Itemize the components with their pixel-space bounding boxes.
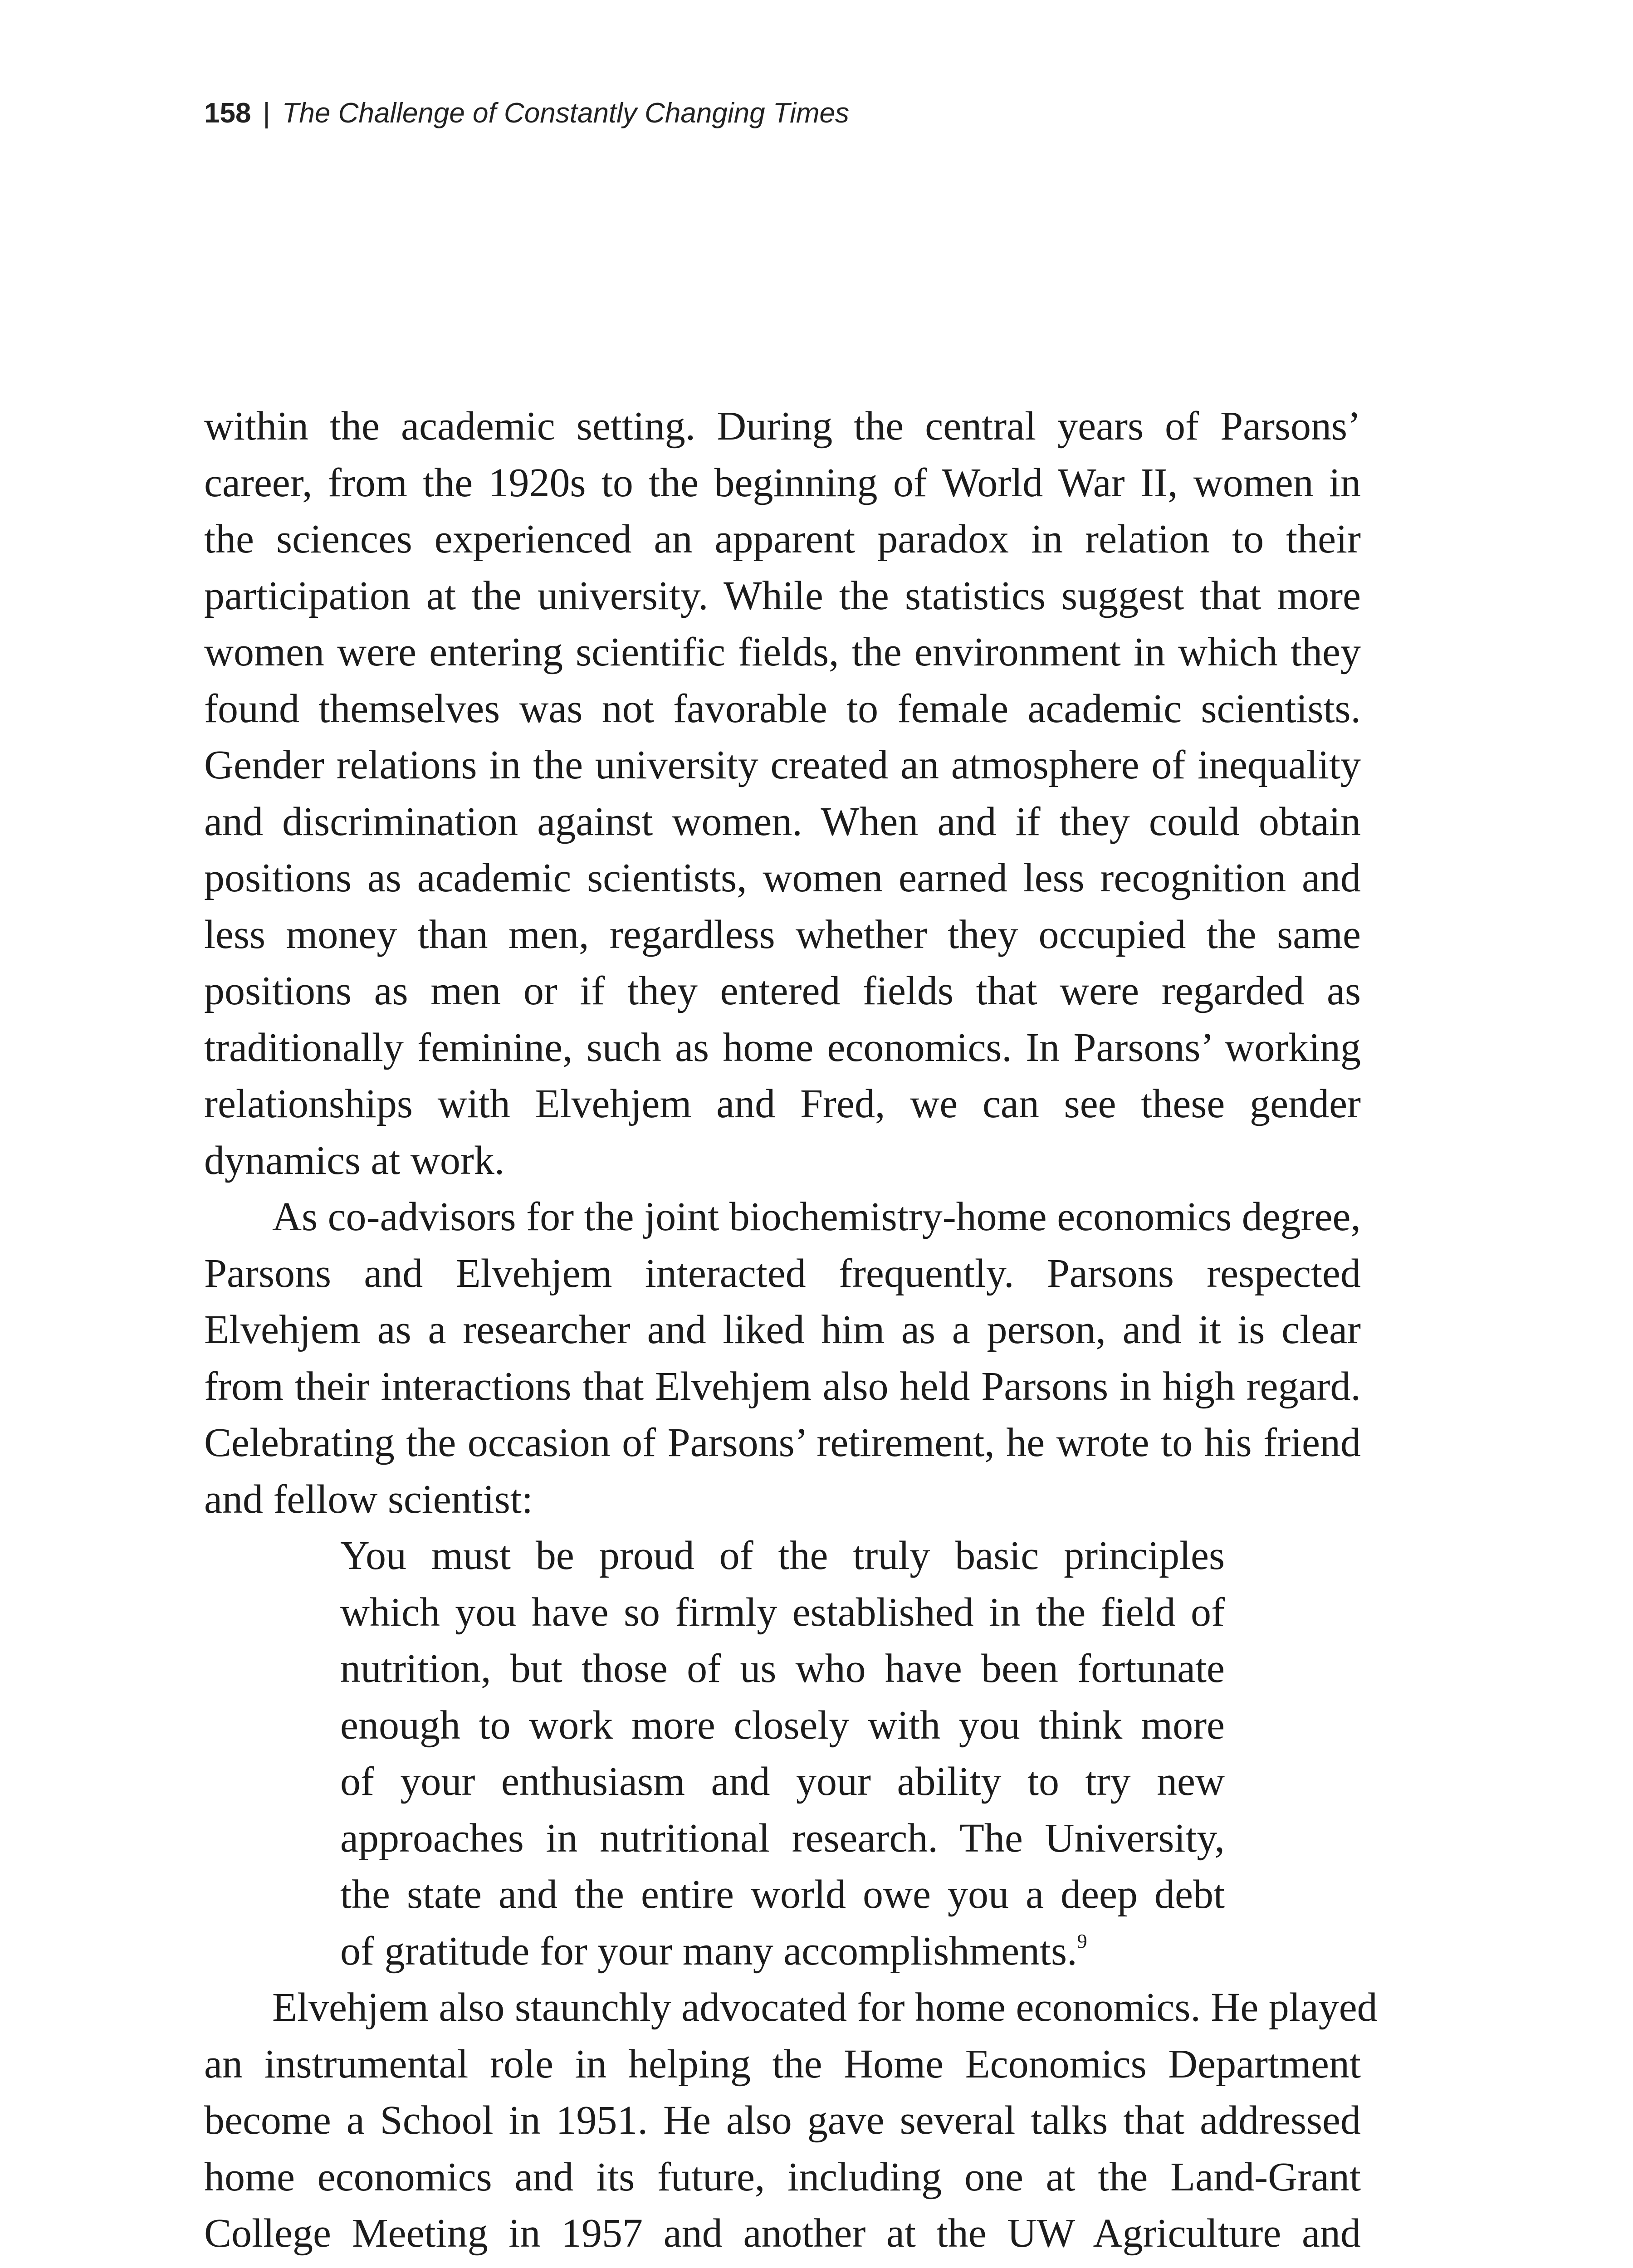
text-line: career, from the 1920s to the beginning of World War II, women in: [204, 460, 1361, 505]
body-text: [204, 398, 1378, 2262]
text-line: Elvehjem also staunchly advocated for home economics. He played: [272, 1985, 1378, 2030]
page-number: 158: [204, 98, 251, 129]
text-line: Elvehjem as a researcher and liked him as a person, and it is clear: [204, 1307, 1361, 1352]
text-line: less money than men, regardless whether they occupied the same: [204, 912, 1361, 957]
quote-text: of gratitude for your many accomplishments.: [340, 1928, 1077, 1974]
paragraph-1: [204, 398, 1361, 1189]
paragraph-2: [204, 1189, 1361, 1528]
text-line: the sciences experienced an apparent paradox in relation to their: [204, 517, 1361, 562]
text-line: relationships with Elvehjem and Fred, we can see these gender: [204, 1081, 1361, 1126]
quote-line: the state and the entire world owe you a deep debt: [340, 1872, 1225, 1917]
quote-line: You must be proud of the truly basic principles: [340, 1533, 1225, 1578]
text-line: an instrumental role in helping the Home Economics Department: [204, 2041, 1361, 2087]
text-line: women were entering scientific fields, the environment in which they: [204, 630, 1361, 675]
text-line: Parsons and Elvehjem interacted frequently. Parsons respected: [204, 1251, 1361, 1296]
quote-line: approaches in nutritional research. The University,: [340, 1815, 1225, 1861]
text-line: positions as academic scientists, women earned less recognition and: [204, 855, 1361, 900]
text-line: within the academic setting. During the central years of Parsons’: [204, 404, 1361, 449]
text-line: participation at the university. While the statistics suggest that more: [204, 573, 1361, 618]
block-quote: [340, 1528, 1225, 1980]
quote-line: which you have so firmly established in the field of: [340, 1589, 1225, 1635]
text-line: As co-advisors for the joint biochemistry-home economics degree,: [272, 1194, 1361, 1239]
text-line: and discrimination against women. When and if they could obtain: [204, 799, 1361, 844]
header-separator: |: [263, 98, 270, 129]
quote-line: nutrition, but those of us who have been fortunate: [340, 1646, 1225, 1691]
running-head: [204, 95, 849, 132]
text-line: found themselves was not favorable to female academic scientists.: [204, 686, 1361, 731]
text-line: from their interactions that Elvehjem also held Parsons in high regard.: [204, 1364, 1361, 1409]
text-line: dynamics at work.: [204, 1138, 505, 1183]
text-line: positions as men or if they entered fields that were regarded as: [204, 968, 1361, 1013]
endnote-reference[interactable]: 9: [1077, 1930, 1087, 1952]
text-line: become a School in 1951. He also gave several talks that addressed: [204, 2098, 1361, 2143]
text-line: Celebrating the occasion of Parsons’ retirement, he wrote to his friend: [204, 1420, 1361, 1465]
quote-line: of your enthusiasm and your ability to try new: [340, 1759, 1225, 1804]
book-title: The Challenge of Constantly Changing Times: [282, 98, 850, 129]
text-line: and fellow scientist:: [204, 1476, 533, 1522]
text-line: traditionally feminine, such as home economics. In Parsons’ working: [204, 1025, 1361, 1070]
quote-line-last: [340, 1923, 1225, 1980]
text-line: Gender relations in the university created an atmosphere of inequality: [204, 743, 1361, 787]
quote-line: enough to work more closely with you think more: [340, 1702, 1225, 1748]
text-line: home economics and its future, including one at the Land-Grant: [204, 2154, 1361, 2200]
text-line: College Meeting in 1957 and another at the UW Agriculture and: [204, 2211, 1361, 2256]
paragraph-3: [204, 1980, 1378, 2262]
